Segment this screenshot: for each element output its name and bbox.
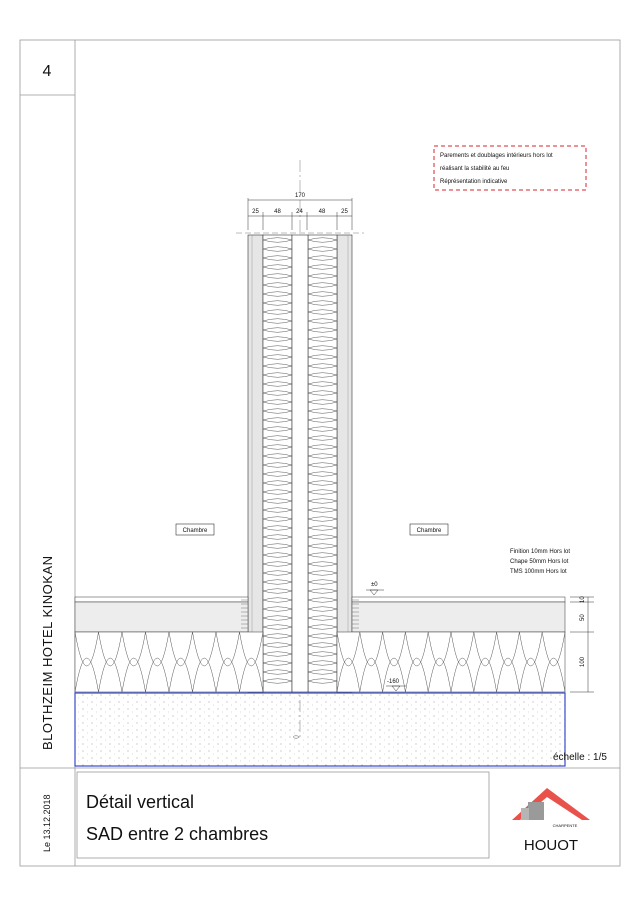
sheet-date: Le 13.12.2018 — [42, 794, 52, 852]
fire-note-line-3: Réprésentation indicative — [440, 179, 508, 185]
title-line-1: Détail vertical — [86, 792, 195, 812]
room-left-label: Chambre — [182, 528, 208, 534]
fire-note-line-1: Parements et doublages intérieurs hors lot — [440, 153, 553, 159]
svg-text:±0: ±0 — [371, 582, 378, 588]
title-block — [77, 772, 489, 858]
dim-total: 170 — [294, 193, 306, 199]
logo-name: HOUOT — [523, 837, 579, 854]
room-right-label: Chambre — [416, 528, 442, 534]
dim-part-3: 24 — [296, 209, 303, 215]
floor-note-3: TMS 100mm Hors lot — [510, 569, 567, 575]
wall-section — [248, 235, 352, 692]
dim-part-4: 48 — [318, 209, 326, 215]
level-top — [366, 582, 384, 595]
logo-charpente: CHARPENTE — [552, 823, 578, 828]
concrete-slab — [75, 693, 565, 766]
scale-label: échelle : 1/5 — [553, 752, 607, 763]
houot-logo — [512, 788, 590, 854]
fire-note-line-2: réalisant la stabilité au feu — [440, 166, 510, 172]
sheet-number: 4 — [42, 63, 52, 80]
floor-note-2: Chape 50mm Hors lot — [510, 559, 569, 565]
svg-text:-160: -160 — [387, 679, 400, 685]
dim-part-1: 25 — [252, 209, 259, 215]
dim-vertical-1: 10 — [580, 596, 586, 603]
dim-vertical-2: 50 — [580, 614, 586, 621]
dim-part-5: 25 — [341, 209, 348, 215]
title-line-2: SAD entre 2 chambres — [86, 824, 269, 844]
floor-note-1: Finition 10mm Hors lot — [510, 549, 571, 555]
project-name: BLOTHZEIM HOTEL KINOKAN — [40, 555, 55, 750]
dim-vertical-3: 100 — [580, 656, 586, 667]
dim-part-2: 48 — [274, 209, 281, 215]
